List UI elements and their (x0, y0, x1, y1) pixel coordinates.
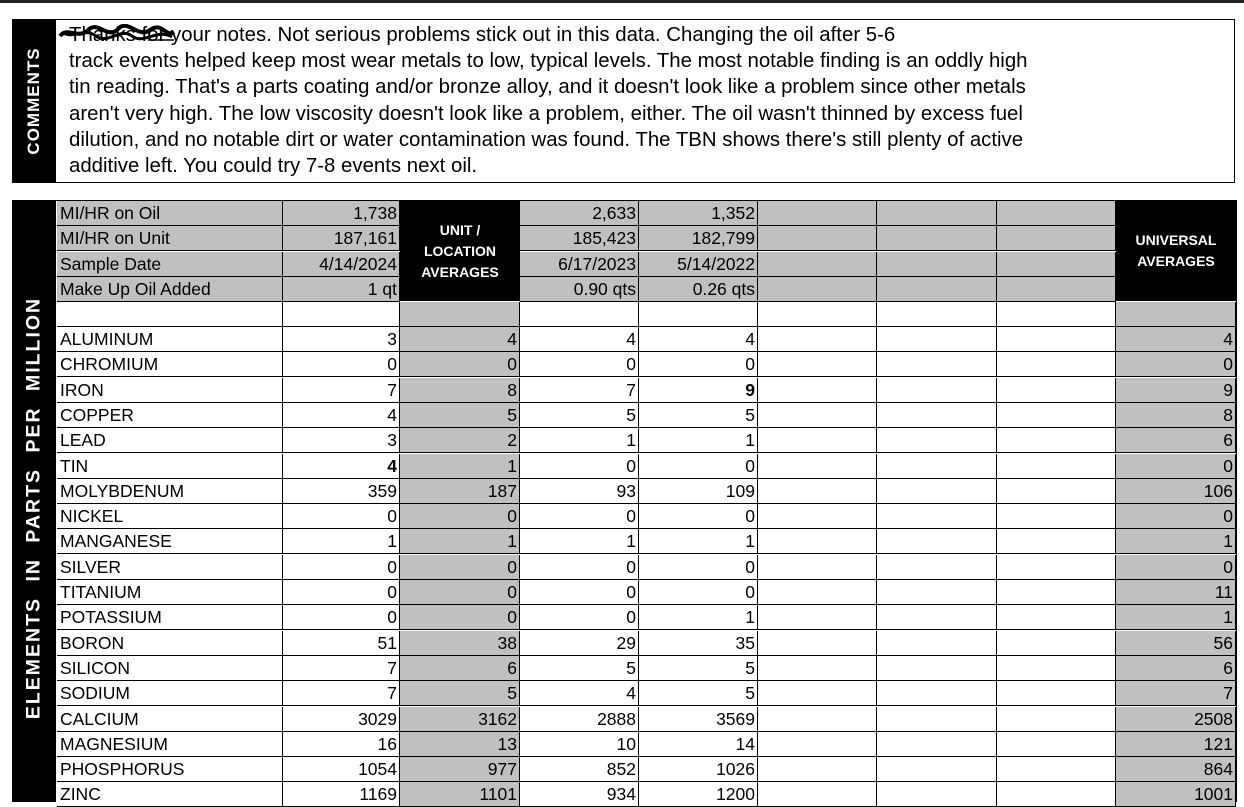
element-s3-value: 0 (639, 504, 758, 529)
universal-averages-header (1116, 201, 1236, 301)
element-universal-value: 8 (1116, 403, 1236, 428)
empty-cell (997, 656, 1116, 681)
top-rule (0, 0, 1244, 3)
element-universal-value: 121 (1116, 732, 1236, 757)
element-name: CALCIUM (57, 707, 283, 732)
empty-cell (877, 605, 997, 630)
element-s2-value: 5 (520, 403, 639, 428)
element-universal-value: 6 (1116, 428, 1236, 453)
empty-cell (997, 681, 1116, 706)
empty-cell (997, 454, 1116, 479)
element-s3-value: 3569 (639, 707, 758, 732)
element-s3-value: 0 (639, 352, 758, 377)
element-unit-avg-value: 0 (400, 580, 520, 605)
element-s2-value: 93 (520, 479, 639, 504)
info-empty-cell (877, 252, 997, 277)
empty-cell (877, 428, 997, 453)
empty-cell (997, 352, 1116, 377)
empty-cell (997, 732, 1116, 757)
element-name: ZINC (57, 782, 283, 807)
info-sample-3-value: 1,352 (639, 201, 758, 226)
empty-cell (997, 580, 1116, 605)
element-s2-value: 852 (520, 757, 639, 782)
element-s2-value: 1 (520, 428, 639, 453)
element-current-value: 3 (283, 327, 400, 352)
element-universal-value: 864 (1116, 757, 1236, 782)
element-current-value: 1054 (283, 757, 400, 782)
spacer-cell (877, 302, 997, 327)
empty-cell (758, 327, 877, 352)
elements-side-label (12, 200, 55, 802)
info-empty-cell (877, 201, 997, 226)
info-current-value: 4/14/2024 (283, 252, 400, 277)
element-unit-avg-value: 3162 (400, 707, 520, 732)
element-s2-value: 0 (520, 454, 639, 479)
empty-cell (877, 757, 997, 782)
element-s2-value: 0 (520, 605, 639, 630)
spacer-cell (400, 302, 520, 327)
info-empty-cell (758, 201, 877, 226)
empty-cell (877, 580, 997, 605)
empty-cell (877, 327, 997, 352)
spacer-cell (1116, 302, 1236, 327)
spacer-cell (57, 302, 283, 327)
element-s2-value: 2888 (520, 707, 639, 732)
element-universal-value: 6 (1116, 656, 1236, 681)
element-name: SILVER (57, 555, 283, 580)
element-current-value: 1169 (283, 782, 400, 807)
info-empty-cell (997, 252, 1116, 277)
empty-cell (758, 782, 877, 807)
element-current-value: 0 (283, 555, 400, 580)
empty-cell (758, 504, 877, 529)
element-universal-value: 1 (1116, 605, 1236, 630)
element-s3-value: 0 (639, 555, 758, 580)
element-unit-avg-value: 38 (400, 631, 520, 656)
element-unit-avg-value: 13 (400, 732, 520, 757)
spacer-cell (639, 302, 758, 327)
empty-cell (997, 403, 1116, 428)
unit-location-averages-header-line: LOCATION (423, 242, 497, 259)
info-empty-cell (758, 252, 877, 277)
element-universal-value: 0 (1116, 454, 1236, 479)
element-universal-value: 0 (1116, 352, 1236, 377)
element-s3-value: 5 (639, 403, 758, 428)
empty-cell (997, 428, 1116, 453)
element-current-value: 4 (283, 403, 400, 428)
info-empty-cell (758, 277, 877, 302)
element-s2-value: 5 (520, 656, 639, 681)
empty-cell (758, 378, 877, 403)
empty-cell (997, 555, 1116, 580)
element-s2-value: 934 (520, 782, 639, 807)
element-unit-avg-value: 0 (400, 555, 520, 580)
element-s2-value: 4 (520, 681, 639, 706)
element-universal-value: 4 (1116, 327, 1236, 352)
element-s2-value: 29 (520, 631, 639, 656)
empty-cell (758, 580, 877, 605)
info-empty-cell (877, 277, 997, 302)
element-s2-value: 7 (520, 378, 639, 403)
info-current-value: 187,161 (283, 226, 400, 251)
element-s3-value: 1 (639, 529, 758, 554)
element-s3-value: 14 (639, 732, 758, 757)
element-unit-avg-value: 4 (400, 327, 520, 352)
empty-cell (997, 707, 1116, 732)
empty-cell (877, 656, 997, 681)
info-sample-2-value: 6/17/2023 (520, 252, 639, 277)
element-universal-value: 1 (1116, 529, 1236, 554)
empty-cell (877, 352, 997, 377)
empty-cell (997, 782, 1116, 807)
empty-cell (997, 605, 1116, 630)
element-current-value: 7 (283, 378, 400, 403)
info-row-label: Make Up Oil Added (57, 277, 283, 302)
info-empty-cell (877, 226, 997, 251)
element-s2-value: 1 (520, 529, 639, 554)
element-unit-avg-value: 8 (400, 378, 520, 403)
empty-cell (997, 529, 1116, 554)
element-s2-value: 0 (520, 352, 639, 377)
element-current-value: 16 (283, 732, 400, 757)
element-current-value: 359 (283, 479, 400, 504)
element-current-value: 0 (283, 605, 400, 630)
info-sample-3-value: 0.26 qts (639, 277, 758, 302)
empty-cell (758, 732, 877, 757)
element-name: TITANIUM (57, 580, 283, 605)
info-current-value: 1 qt (283, 277, 400, 302)
element-current-value: 4 (283, 454, 400, 479)
redaction-scribble (58, 24, 176, 43)
element-s3-value: 5 (639, 681, 758, 706)
element-s2-value: 0 (520, 580, 639, 605)
element-current-value: 0 (283, 352, 400, 377)
element-current-value: 0 (283, 580, 400, 605)
element-s2-value: 4 (520, 327, 639, 352)
empty-cell (877, 529, 997, 554)
empty-cell (877, 479, 997, 504)
element-unit-avg-value: 0 (400, 504, 520, 529)
element-s3-value: 1 (639, 428, 758, 453)
element-name: COPPER (57, 403, 283, 428)
info-row-label: MI/HR on Unit (57, 226, 283, 251)
element-s3-value: 0 (639, 454, 758, 479)
spacer-cell (283, 302, 400, 327)
element-current-value: 3029 (283, 707, 400, 732)
element-current-value: 1 (283, 529, 400, 554)
element-universal-value: 1001 (1116, 782, 1236, 807)
element-name: MANGANESE (57, 529, 283, 554)
element-name: BORON (57, 631, 283, 656)
element-unit-avg-value: 0 (400, 605, 520, 630)
empty-cell (877, 454, 997, 479)
element-name: LEAD (57, 428, 283, 453)
comments-side-label (12, 19, 55, 183)
element-unit-avg-value: 2 (400, 428, 520, 453)
empty-cell (758, 454, 877, 479)
info-current-value: 1,738 (283, 201, 400, 226)
element-universal-value: 0 (1116, 504, 1236, 529)
comments-text: Thanks for your notes. Not serious problems stick out in this data. Changing the oil after 5-6 track events helped keep most wear metals to low, typical levels. The most notable finding is an oddly high tin reading. That's a parts coating and/or bronze alloy, and it doesn't look like a problem since other metals aren't very high. The low viscosity doesn't look like a problem, either. The oil wasn't thinned by excess fuel dilution, and no notable dirt or water contamination was found. The TBN shows there's still plenty of active additive left. You could try 7-8 events next oil. (69, 24, 1028, 178)
element-name: IRON (57, 378, 283, 403)
element-s2-value: 10 (520, 732, 639, 757)
element-current-value: 0 (283, 504, 400, 529)
unit-location-averages-header (400, 201, 520, 301)
empty-cell (997, 504, 1116, 529)
info-sample-3-value: 5/14/2022 (639, 252, 758, 277)
universal-averages-header-line: UNIVERSAL (1135, 232, 1217, 248)
empty-cell (758, 428, 877, 453)
info-sample-3-value: 182,799 (639, 226, 758, 251)
element-name: ALUMINUM (57, 327, 283, 352)
element-s3-value: 35 (639, 631, 758, 656)
element-s3-value: 5 (639, 656, 758, 681)
empty-cell (997, 757, 1116, 782)
element-name: MOLYBDENUM (57, 479, 283, 504)
empty-cell (997, 327, 1116, 352)
element-s3-value: 0 (639, 580, 758, 605)
element-name: SODIUM (57, 681, 283, 706)
empty-cell (758, 403, 877, 428)
info-empty-cell (997, 226, 1116, 251)
empty-cell (877, 707, 997, 732)
info-sample-2-value: 0.90 qts (520, 277, 639, 302)
empty-cell (758, 707, 877, 732)
info-empty-cell (997, 277, 1116, 302)
empty-cell (877, 403, 997, 428)
element-s3-value: 1026 (639, 757, 758, 782)
element-name: CHROMIUM (57, 352, 283, 377)
element-s3-value: 1200 (639, 782, 758, 807)
element-unit-avg-value: 1101 (400, 782, 520, 807)
info-empty-cell (758, 226, 877, 251)
element-current-value: 51 (283, 631, 400, 656)
element-universal-value: 106 (1116, 479, 1236, 504)
element-unit-avg-value: 977 (400, 757, 520, 782)
element-current-value: 7 (283, 656, 400, 681)
element-unit-avg-value: 5 (400, 403, 520, 428)
element-s3-value: 1 (639, 605, 758, 630)
elements-label: ELEMENTS IN PARTS PER MILLION (22, 296, 44, 720)
unit-location-averages-header-line: AVERAGES (421, 263, 499, 280)
element-name: TIN (57, 454, 283, 479)
element-unit-avg-value: 1 (400, 454, 520, 479)
empty-cell (997, 631, 1116, 656)
empty-cell (877, 782, 997, 807)
empty-cell (758, 656, 877, 681)
unit-location-averages-header-line: UNIT / (439, 221, 481, 238)
info-sample-2-value: 2,633 (520, 201, 639, 226)
element-unit-avg-value: 5 (400, 681, 520, 706)
empty-cell (758, 555, 877, 580)
element-universal-value: 0 (1116, 555, 1236, 580)
empty-cell (758, 631, 877, 656)
element-universal-value: 56 (1116, 631, 1236, 656)
element-universal-value: 7 (1116, 681, 1236, 706)
empty-cell (758, 479, 877, 504)
empty-cell (877, 555, 997, 580)
info-row-label: Sample Date (57, 252, 283, 277)
empty-cell (877, 681, 997, 706)
element-current-value: 7 (283, 681, 400, 706)
element-unit-avg-value: 1 (400, 529, 520, 554)
element-s3-value: 109 (639, 479, 758, 504)
info-empty-cell (997, 201, 1116, 226)
spacer-cell (758, 302, 877, 327)
element-unit-avg-value: 6 (400, 656, 520, 681)
info-sample-2-value: 185,423 (520, 226, 639, 251)
element-name: POTASSIUM (57, 605, 283, 630)
element-s2-value: 0 (520, 504, 639, 529)
empty-cell (877, 504, 997, 529)
element-name: PHOSPHORUS (57, 757, 283, 782)
empty-cell (877, 378, 997, 403)
empty-cell (997, 479, 1116, 504)
element-unit-avg-value: 0 (400, 352, 520, 377)
universal-averages-header-line: AVERAGES (1137, 253, 1215, 269)
comments-label: COMMENTS (23, 47, 43, 155)
element-name: SILICON (57, 656, 283, 681)
empty-cell (758, 529, 877, 554)
empty-cell (877, 732, 997, 757)
element-s2-value: 0 (520, 555, 639, 580)
element-current-value: 3 (283, 428, 400, 453)
empty-cell (758, 605, 877, 630)
empty-cell (758, 757, 877, 782)
element-universal-value: 11 (1116, 580, 1236, 605)
spacer-cell (520, 302, 639, 327)
element-universal-value: 9 (1116, 378, 1236, 403)
empty-cell (758, 352, 877, 377)
element-s3-value: 4 (639, 327, 758, 352)
spacer-cell (997, 302, 1116, 327)
empty-cell (997, 378, 1116, 403)
empty-cell (877, 631, 997, 656)
element-name: MAGNESIUM (57, 732, 283, 757)
info-row-label: MI/HR on Oil (57, 201, 283, 226)
element-unit-avg-value: 187 (400, 479, 520, 504)
empty-cell (758, 681, 877, 706)
element-name: NICKEL (57, 504, 283, 529)
element-universal-value: 2508 (1116, 707, 1236, 732)
element-s3-value: 9 (639, 378, 758, 403)
